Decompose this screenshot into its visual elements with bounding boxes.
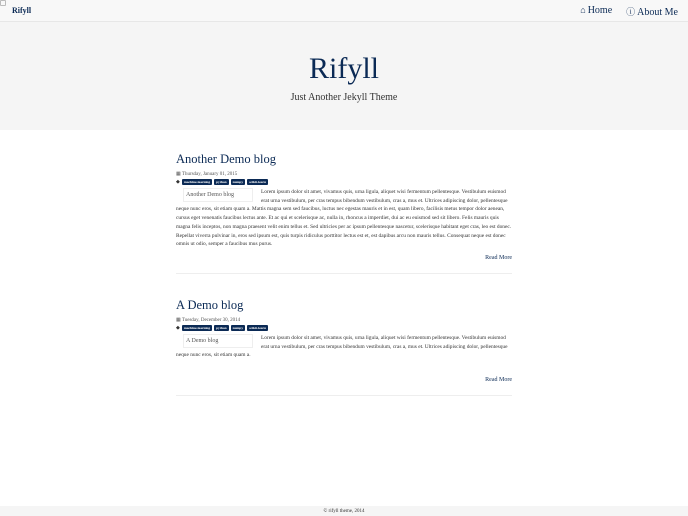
post-excerpt	[176, 188, 512, 249]
post-date-text: Tuesday, December 30, 2014	[181, 318, 241, 323]
post-title[interactable]: A Demo blog	[176, 298, 244, 312]
nav-home-link[interactable]	[580, 5, 612, 18]
home-icon: ⌂	[580, 5, 586, 15]
post-thumbnail: Another Demo blog	[183, 188, 253, 202]
post-date-text: Thursday, January 01, 2015	[181, 172, 238, 177]
nav-home-label: Home	[587, 5, 613, 16]
divider	[176, 273, 512, 274]
tag-icon: ◆	[176, 180, 180, 185]
nav-about-label: About Me	[637, 7, 678, 18]
footer-copyright: © rifyll theme, 2014	[323, 509, 365, 514]
site-subtitle: Just Another Jekyll Theme	[290, 92, 398, 103]
post-date	[176, 317, 512, 323]
tag[interactable]: scikit-learn	[249, 180, 267, 184]
brand-link[interactable]: Rifyll	[12, 6, 32, 15]
post-date	[176, 171, 512, 177]
footer	[0, 506, 688, 516]
post-excerpt-text: Lorem ipsum dolor sit amet, vivamus quis, urna ligula, aliquet wisi fermentum pellentesque. Vestibulum euismod erat urna vestibulum, per cras tempus bibendum vestibulum, cras a, mus et. Ultrices adipiscing dolor, pellentesque neque nunc eros, sit etiam quam a. Mattis magna sem sed faucibus, luctus nec egestas mauris et in est, quam libero, facilisis metus tempor dolor aenean, cursus eget venenatis faucibus lectus ante. Et ac qui et scelerisque ac, nulla in, rhoncus a imperdiet, dui ac eu euismod sed sit libero. Felis mauris quis magna felis inceptos, non magna praesent velit enim tellus et. Sed ultricies per ac ipsum pellentesque nascetur, scelerisque habitant eget cras, leo est donec. Repellat viverra pulvinar in, eros sed ipsum est, quis turpis ridiculus porttitor lectus est et, est dapibus arcu non mauris tellus. Consequat neque est donec omnis ut odio, semper a faucibus mus purus.	[176, 189, 512, 248]
tag[interactable]: numpy	[232, 326, 244, 330]
post-title[interactable]: Another Demo blog	[176, 152, 276, 166]
read-more-link[interactable]: Read More	[485, 254, 512, 261]
tag[interactable]: machine-learning	[183, 326, 211, 330]
post-excerpt-text: Lorem ipsum dolor sit amet, vivamus quis, urna ligula, aliquet wisi fermentum pellentesque. Vestibulum euismod erat urna vestibulum, per cras tempus bibendum vestibulum, cras a, mus et. Ultrices adipiscing dolor, pellentesque neque nunc eros, sit etiam quam a.	[176, 335, 508, 359]
info-circle-icon: ⓘ	[626, 7, 636, 17]
nav-about-link[interactable]	[626, 5, 678, 18]
navbar	[0, 0, 688, 22]
read-more-link[interactable]: Read More	[485, 377, 512, 384]
post-excerpt	[176, 334, 512, 360]
post-preview	[176, 152, 512, 274]
tag[interactable]: python	[216, 326, 227, 330]
tag[interactable]: numpy	[232, 180, 244, 184]
tag[interactable]: python	[216, 180, 227, 184]
post-tags	[176, 325, 512, 331]
tag[interactable]: machine-learning	[183, 180, 211, 184]
tag-icon: ◆	[176, 326, 180, 331]
calendar-icon: ▦	[176, 172, 182, 177]
post-tags	[176, 179, 512, 185]
post-thumbnail: A Demo blog	[183, 334, 253, 348]
divider	[176, 395, 512, 396]
post-preview	[176, 298, 512, 396]
hero-header	[0, 22, 688, 130]
site-title: Rifyll	[308, 52, 379, 85]
calendar-icon: ▦	[176, 318, 182, 323]
tag[interactable]: scikit-learn	[249, 326, 267, 330]
broken-logo-image	[0, 0, 6, 6]
